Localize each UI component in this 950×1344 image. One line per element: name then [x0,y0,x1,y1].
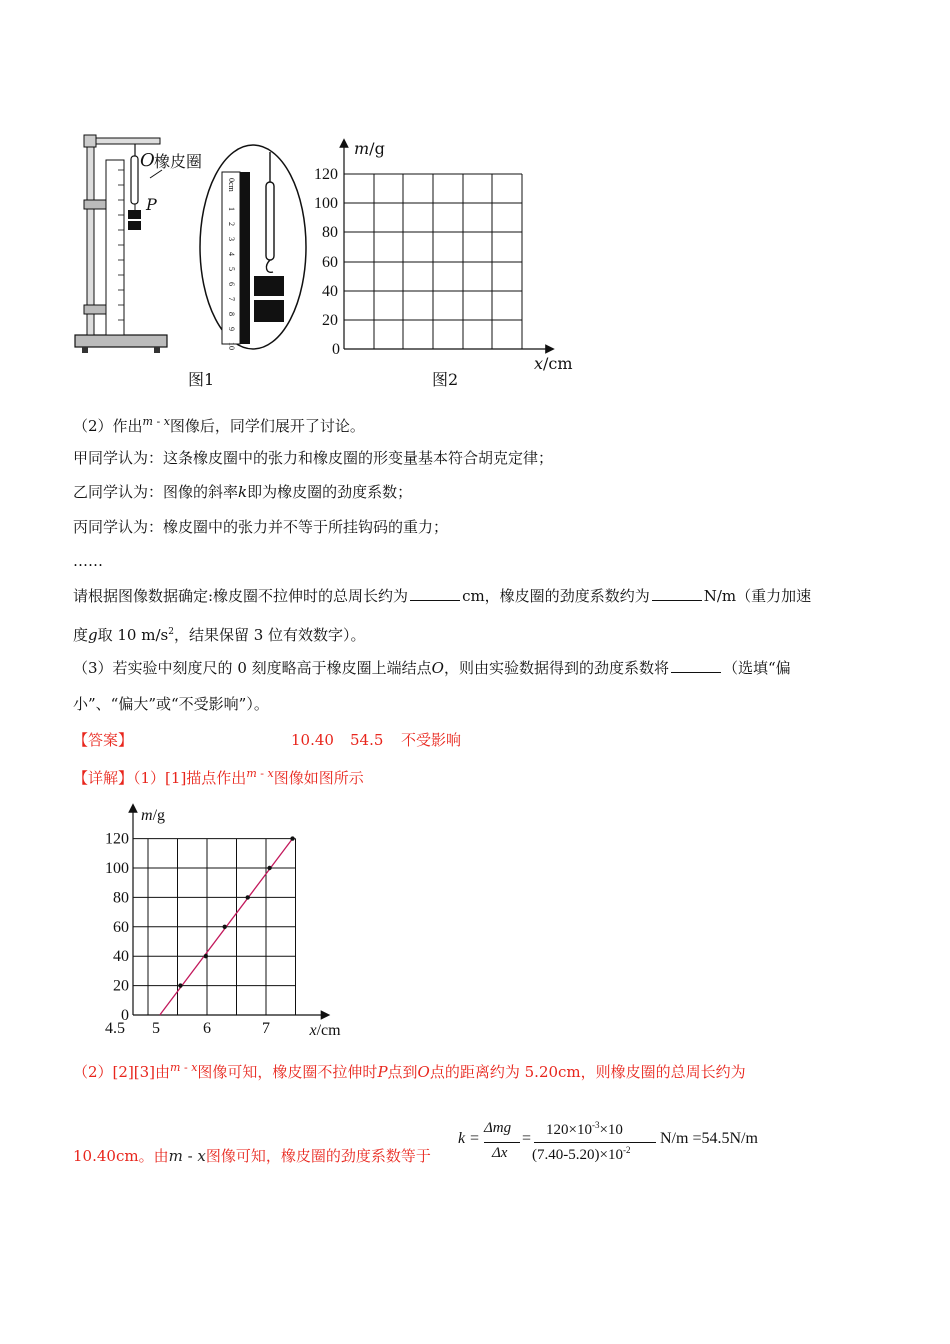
blank-stiffness[interactable] [652,586,702,601]
answer-value-2: 54.5 [350,731,384,749]
ruler-tick-label: 0cm [227,178,236,192]
question2-intro: （2）作出$^m$ - $^x$图像后，同学们展开了讨论。 [73,415,365,435]
figure2-ytick-label: 0 [332,341,340,358]
y-tick-label: 60 [113,918,129,936]
figure2-ytick-label: 40 [322,283,338,300]
data-point [178,983,182,987]
figure2-ytick-label: 20 [322,312,338,329]
figure2-ytick-label: 60 [322,254,338,271]
answer-value-1: 10.40 [291,731,334,749]
figure2-ylabel: m/g [354,139,385,158]
figure2-ytick-label: 80 [322,224,338,241]
question2-ellipsis: …… [73,552,103,570]
question2-ask2: 度g取 10 $m/s^2$，结果保留 3 位有效数字）。 [73,626,366,644]
ruler-tick-label: 3 [227,237,236,241]
ruler-tick-label: 10 [227,342,236,350]
figure1-ruler-ticks [224,178,238,350]
x-tick-label: 4.5 [105,1020,125,1037]
solution2-line2: 10.40cm。由m - x图像可知，橡皮圈的劲度系数等于 [73,1147,431,1165]
answer-label: 【答案】 [73,731,134,749]
x-axis-label: x/cm [309,1022,341,1039]
ruler-tick-label: 5 [227,267,236,271]
x-tick-label: 7 [262,1020,270,1037]
data-point [223,925,227,929]
y-tick-label: 20 [113,977,129,995]
ruler-tick-label: 8 [227,312,236,316]
formula-den1: Δx [492,1145,508,1161]
x-tick-label: 5 [152,1020,160,1037]
figure2-caption: 图2 [432,370,459,389]
figure1-label-o: O [140,150,155,171]
blank-effect[interactable] [671,658,721,673]
ruler-tick-label: 9 [227,327,236,331]
formula-den2: $(7.40-5.20)\times 10^{-2}$ [532,1145,631,1163]
ruler-tick-label: 6 [227,282,236,286]
ruler-tick-label: 7 [227,297,236,301]
formula-eq1: = [470,1130,480,1147]
formula-result: N/m =54.5N/m [660,1130,758,1147]
formula-eq2: = [522,1130,532,1147]
solution-chart [70,800,340,1040]
data-point [246,895,250,899]
figure2-ytick-label: 120 [314,166,338,183]
formula-bar2 [534,1142,656,1143]
y-axis-label: m/g [141,807,166,824]
blank-perimeter[interactable] [410,586,460,601]
figure1-label-rubber: 橡皮圈 [154,152,203,171]
figure1-label-p: P [146,195,157,214]
question3-line2: 小”、“偏大”或“不受影响”）。 [73,695,269,713]
ruler-tick-label: 1 [227,207,236,211]
data-point [204,954,208,958]
y-tick-label: 100 [105,860,129,877]
y-tick-label: 80 [113,889,129,907]
y-tick-label: 0 [121,1007,129,1024]
ruler-tick-label: 4 [227,252,236,256]
data-point [290,836,294,840]
y-tick-label: 120 [105,830,129,848]
question2-ask: 请根据图像数据确定:橡皮圈不拉伸时的总周长约为 cm，橡皮圈的劲度系数约为 N/m（重力加速 [73,587,812,605]
question3-line1: （3）若实验中刻度尺的 0 刻度略高于橡皮圈上端结点O，则由实验数据得到的劲度系数将 （选填“偏 [73,659,791,677]
formula-num2: $120\times 10^{-3}\times 10$ [546,1120,623,1138]
data-point [267,866,271,870]
figure2-xlabel: x/cm [534,354,573,373]
figure2-grid [330,135,590,370]
y-tick-label: 40 [113,948,129,966]
question2-bing: 丙同学认为：橡皮圈中的张力并不等于所挂钩码的重力； [73,518,449,536]
ruler-tick-label: 2 [227,222,236,226]
formula-bar1 [484,1142,520,1143]
detail-line: 【详解】（1）[1]描点作出$^m$ - $^x$图像如图所示 [73,767,364,787]
figure1-caption: 图1 [188,370,215,389]
formula-k: k [458,1130,466,1147]
solution2-line1: （2）[2][3]由$^m$ - $^x$图像可知，橡皮圈不拉伸时P点到O点的距离约为 5.20cm，则橡皮圈的总周长约为 [73,1061,746,1081]
x-tick-label: 6 [203,1020,211,1037]
question2-jia: 甲同学认为：这条橡皮圈中的张力和橡皮圈的形变量基本符合胡克定律； [73,449,554,467]
answer-value-3: 不受影响 [401,731,462,749]
figure2-ytick-label: 100 [314,195,338,212]
formula-num1: Δmg [484,1120,512,1136]
question2-yi: 乙同学认为：图像的斜率k即为橡皮圈的劲度系数； [73,483,413,501]
